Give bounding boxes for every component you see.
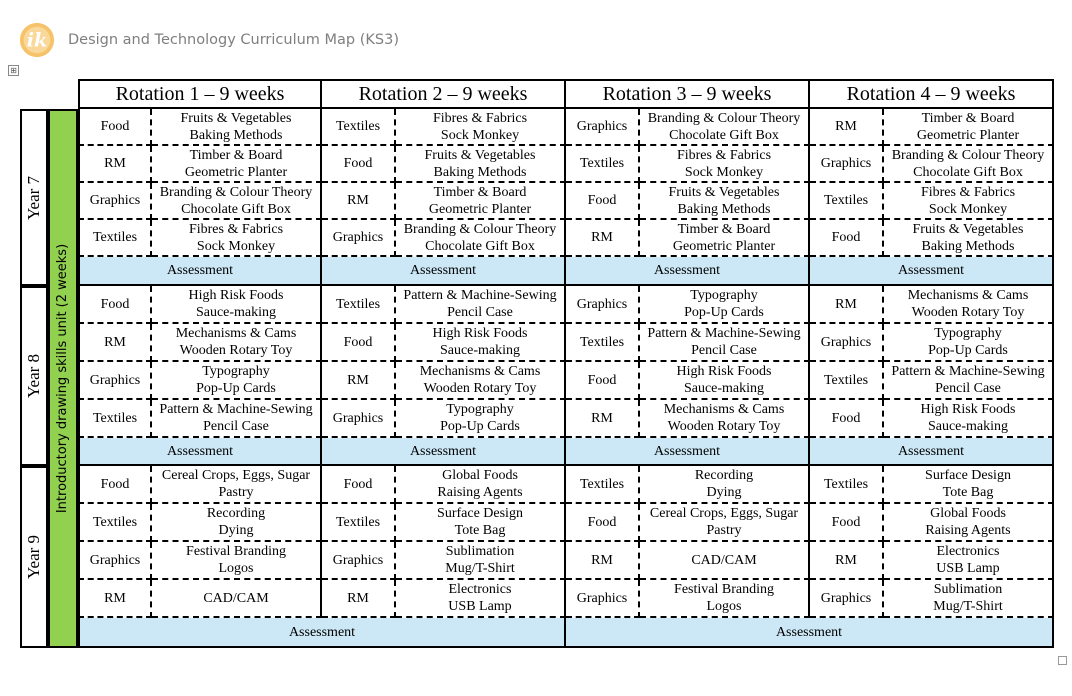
activity-cell bbox=[884, 466, 1054, 504]
activity-cell bbox=[640, 542, 810, 580]
document-title: Design and Technology Curriculum Map (KS3) bbox=[68, 32, 399, 48]
subject-cell bbox=[322, 146, 396, 183]
activity-project: Sock Monkey bbox=[684, 164, 764, 180]
activity-topic: Sublimation bbox=[933, 582, 1003, 597]
year-label-cell bbox=[20, 466, 48, 648]
activity-topic: Surface Design bbox=[925, 468, 1011, 483]
subject-cell bbox=[78, 400, 152, 438]
subject-cell bbox=[78, 146, 152, 183]
subject-label: Graphics bbox=[332, 552, 384, 568]
activity-project: Pencil Case bbox=[935, 381, 1001, 396]
assessment-cell bbox=[78, 618, 566, 648]
activity-project: Chocolate Gift Box bbox=[913, 164, 1023, 180]
activity-topic: High Risk Foods bbox=[188, 288, 284, 303]
rotation-header-label: Rotation 2 – 9 weeks bbox=[358, 82, 528, 105]
subject-cell bbox=[810, 109, 884, 146]
subject-label: Food bbox=[343, 156, 373, 171]
subject-cell bbox=[322, 109, 396, 146]
subject-cell bbox=[78, 542, 152, 580]
activity-cell bbox=[640, 466, 810, 504]
subject-cell bbox=[810, 286, 884, 324]
assessment-label: Assessment bbox=[166, 443, 234, 459]
subject-cell bbox=[566, 183, 640, 220]
assessment-cell bbox=[322, 438, 566, 466]
subject-label: Graphics bbox=[820, 590, 872, 606]
activity-cell bbox=[640, 504, 810, 542]
subject-label: Textiles bbox=[823, 476, 869, 492]
activity-cell bbox=[640, 183, 810, 220]
activity-cell bbox=[640, 109, 810, 146]
activity-topic: Pattern & Machine-Sewing bbox=[891, 364, 1045, 379]
subject-label: Textiles bbox=[335, 296, 381, 312]
rotation-header-label: Rotation 3 – 9 weeks bbox=[602, 82, 772, 105]
subject-cell bbox=[78, 286, 152, 324]
subject-cell bbox=[78, 324, 152, 362]
activity-topic: Branding & Colour Theory bbox=[403, 221, 557, 237]
activity-project: Baking Methods bbox=[433, 164, 527, 180]
activity-project: Tote Bag bbox=[454, 523, 506, 538]
activity-cell bbox=[152, 324, 322, 362]
activity-project: Wooden Rotary Toy bbox=[179, 343, 293, 358]
activity-project: Geometric Planter bbox=[184, 164, 288, 180]
subject-label: Textiles bbox=[92, 410, 138, 426]
activity-cell bbox=[640, 220, 810, 257]
activity-project: Chocolate Gift Box bbox=[669, 127, 779, 143]
subject-label: Food bbox=[831, 230, 861, 245]
subject-cell bbox=[566, 324, 640, 362]
activity-cell bbox=[884, 580, 1054, 618]
activity-topic: Fruits & Vegetables bbox=[180, 110, 292, 126]
rotation-header bbox=[322, 79, 566, 109]
activity-cell bbox=[152, 109, 322, 146]
subject-cell bbox=[566, 146, 640, 183]
activity-cell bbox=[396, 504, 566, 542]
activity-cell bbox=[396, 580, 566, 618]
activity-topic: Branding & Colour Theory bbox=[647, 110, 801, 126]
subject-label: RM bbox=[835, 296, 857, 312]
curriculum-table bbox=[20, 79, 1057, 656]
assessment-cell bbox=[78, 438, 322, 466]
activity-project: Sauce-making bbox=[683, 381, 765, 396]
assessment-label: Assessment bbox=[775, 624, 843, 640]
subject-cell bbox=[322, 183, 396, 220]
activity-project: Dying bbox=[218, 523, 254, 538]
subject-cell bbox=[810, 504, 884, 542]
activity-project: USB Lamp bbox=[448, 599, 512, 614]
subject-label: Textiles bbox=[579, 156, 625, 171]
activity-cell bbox=[884, 286, 1054, 324]
activity-cell bbox=[640, 580, 810, 618]
activity-topic: Branding & Colour Theory bbox=[891, 147, 1045, 163]
assessment-cell bbox=[810, 438, 1054, 466]
subject-cell bbox=[566, 580, 640, 618]
activity-topic: Fruits & Vegetables bbox=[668, 184, 780, 200]
activity-cell bbox=[152, 542, 322, 580]
activity-project: Wooden Rotary Toy bbox=[423, 381, 537, 396]
activity-project: Baking Methods bbox=[921, 238, 1015, 254]
assessment-label: Assessment bbox=[653, 443, 721, 459]
subject-cell bbox=[566, 504, 640, 542]
activity-topic: Pattern & Machine-Sewing bbox=[647, 326, 801, 341]
subject-label: RM bbox=[347, 590, 369, 606]
activity-cell bbox=[640, 362, 810, 400]
activity-cell bbox=[396, 183, 566, 220]
subject-label: Graphics bbox=[820, 334, 872, 350]
activity-project: Wooden Rotary Toy bbox=[911, 305, 1025, 320]
subject-label: Food bbox=[100, 296, 130, 312]
subject-label: Food bbox=[831, 410, 861, 426]
logo-text: ik bbox=[26, 29, 48, 52]
activity-cell bbox=[152, 504, 322, 542]
activity-cell bbox=[884, 324, 1054, 362]
activity-project: Wooden Rotary Toy bbox=[667, 419, 781, 434]
subject-label: RM bbox=[591, 230, 613, 245]
activity-project: Tote Bag bbox=[942, 485, 994, 500]
activity-topic: Cereal Crops, Eggs, Sugar bbox=[649, 506, 799, 521]
subject-cell bbox=[322, 542, 396, 580]
subject-label: Textiles bbox=[823, 372, 869, 388]
subject-label: RM bbox=[104, 156, 126, 171]
activity-topic: Fibres & Fabrics bbox=[920, 184, 1016, 200]
activity-project: Pencil Case bbox=[203, 419, 269, 434]
subject-cell bbox=[322, 466, 396, 504]
subject-label: Textiles bbox=[92, 230, 138, 245]
activity-topic: Cereal Crops, Eggs, Sugar bbox=[161, 468, 311, 483]
activity-project: Baking Methods bbox=[677, 201, 771, 217]
activity-cell bbox=[640, 146, 810, 183]
activity-project: Raising Agents bbox=[437, 485, 523, 500]
activity-cell bbox=[884, 109, 1054, 146]
assessment-label: Assessment bbox=[897, 263, 965, 278]
intro-unit-label: Introductory drawing skills unit (2 weeks) bbox=[55, 243, 71, 514]
activity-cell bbox=[884, 183, 1054, 220]
subject-cell bbox=[78, 220, 152, 257]
activity-project: Sock Monkey bbox=[928, 201, 1008, 217]
activity-cell bbox=[152, 220, 322, 257]
activity-cell bbox=[396, 286, 566, 324]
subject-cell bbox=[78, 109, 152, 146]
activity-topic: Typography bbox=[202, 364, 270, 379]
rotation-header-label: Rotation 4 – 9 weeks bbox=[846, 82, 1016, 105]
activity-topic: Festival Branding bbox=[186, 544, 286, 559]
activity-topic: Festival Branding bbox=[674, 582, 774, 597]
subject-label: Food bbox=[100, 476, 130, 492]
activity-project: Raising Agents bbox=[925, 523, 1011, 538]
subject-cell bbox=[810, 324, 884, 362]
table-move-handle[interactable]: ⊞ bbox=[8, 65, 19, 76]
year-label: Year 9 bbox=[24, 534, 44, 580]
subject-cell bbox=[322, 220, 396, 257]
subject-cell bbox=[322, 400, 396, 438]
activity-topic: Surface Design bbox=[437, 506, 523, 521]
subject-cell bbox=[78, 362, 152, 400]
subject-label: Graphics bbox=[332, 410, 384, 426]
subject-cell bbox=[566, 286, 640, 324]
subject-label: RM bbox=[591, 410, 613, 426]
subject-label: Textiles bbox=[579, 334, 625, 350]
activity-topic: Global Foods bbox=[442, 468, 518, 483]
activity-topic: Global Foods bbox=[930, 506, 1006, 521]
activity-project: Sauce-making bbox=[195, 305, 277, 320]
activity-project: Dying bbox=[706, 485, 742, 500]
subject-label: Food bbox=[831, 514, 861, 530]
assessment-cell bbox=[566, 257, 810, 286]
activity-topic: Fibres & Fabrics bbox=[188, 221, 284, 237]
assessment-label: Assessment bbox=[409, 443, 477, 459]
subject-label: Graphics bbox=[576, 296, 628, 312]
activity-project: Pastry bbox=[218, 485, 254, 500]
activity-topic: Sublimation bbox=[445, 544, 515, 559]
activity-cell bbox=[640, 286, 810, 324]
assessment-cell bbox=[810, 257, 1054, 286]
subject-cell bbox=[810, 362, 884, 400]
activity-cell bbox=[396, 542, 566, 580]
assessment-cell bbox=[322, 257, 566, 286]
activity-project: Sock Monkey bbox=[196, 238, 276, 254]
subject-label: Food bbox=[587, 514, 617, 530]
subject-cell bbox=[566, 109, 640, 146]
activity-topic: Timber & Board bbox=[433, 184, 527, 200]
subject-label: RM bbox=[347, 372, 369, 388]
subject-cell bbox=[322, 580, 396, 618]
activity-topic: Electronics bbox=[936, 544, 1000, 559]
activity-cell bbox=[396, 362, 566, 400]
activity-project: Pop-Up Cards bbox=[928, 343, 1008, 358]
activity-topic: Mechanisms & Cams bbox=[175, 326, 297, 341]
assessment-cell bbox=[78, 257, 322, 286]
activity-topic: Pattern & Machine-Sewing bbox=[403, 288, 557, 303]
activity-topic: Typography bbox=[446, 402, 514, 417]
activity-project: Pop-Up Cards bbox=[440, 419, 520, 434]
activity-topic: Timber & Board bbox=[921, 110, 1015, 126]
activity-cell bbox=[152, 580, 322, 618]
school-logo-icon bbox=[18, 21, 56, 59]
activity-topic: Branding & Colour Theory bbox=[159, 184, 313, 200]
activity-topic: Mechanisms & Cams bbox=[907, 288, 1029, 303]
subject-cell bbox=[810, 400, 884, 438]
activity-cell bbox=[396, 400, 566, 438]
subject-cell bbox=[78, 183, 152, 220]
subject-label: Textiles bbox=[823, 193, 869, 208]
subject-cell bbox=[810, 580, 884, 618]
activity-project: Mug/T-Shirt bbox=[933, 599, 1003, 614]
assessment-cell bbox=[566, 438, 810, 466]
subject-cell bbox=[810, 183, 884, 220]
activity-project: Sauce-making bbox=[927, 419, 1009, 434]
activity-topic: High Risk Foods bbox=[920, 402, 1016, 417]
activity-cell bbox=[884, 220, 1054, 257]
activity-cell bbox=[640, 400, 810, 438]
year-label: Year 7 bbox=[24, 175, 44, 220]
assessment-label: Assessment bbox=[166, 263, 234, 278]
rotation-header bbox=[810, 79, 1054, 109]
activity-project: Pencil Case bbox=[691, 343, 757, 358]
activity-cell bbox=[396, 220, 566, 257]
subject-label: Textiles bbox=[335, 119, 381, 134]
assessment-label: Assessment bbox=[288, 624, 356, 640]
activity-topic: Fruits & Vegetables bbox=[424, 147, 536, 163]
subject-label: Textiles bbox=[335, 514, 381, 530]
activity-cell bbox=[152, 183, 322, 220]
document-header bbox=[18, 20, 399, 60]
activity-project: Logos bbox=[706, 599, 742, 614]
activity-topic: Timber & Board bbox=[677, 221, 771, 237]
assessment-cell bbox=[566, 618, 1054, 648]
subject-cell bbox=[322, 286, 396, 324]
subject-label: Food bbox=[100, 119, 130, 134]
subject-cell bbox=[78, 466, 152, 504]
subject-cell bbox=[566, 400, 640, 438]
activity-topic: Fibres & Fabrics bbox=[676, 147, 772, 163]
rotation-header bbox=[78, 79, 322, 109]
activity-cell bbox=[152, 362, 322, 400]
subject-cell bbox=[810, 542, 884, 580]
subject-cell bbox=[78, 504, 152, 542]
subject-label: RM bbox=[347, 193, 369, 208]
activity-topic: Pattern & Machine-Sewing bbox=[159, 402, 313, 417]
activity-cell bbox=[640, 324, 810, 362]
activity-cell bbox=[884, 146, 1054, 183]
subject-cell bbox=[810, 146, 884, 183]
activity-project: Geometric Planter bbox=[428, 201, 532, 217]
activity-cell bbox=[884, 362, 1054, 400]
activity-cell bbox=[884, 400, 1054, 438]
subject-cell bbox=[78, 580, 152, 618]
activity-project: Sock Monkey bbox=[440, 127, 520, 143]
activity-topic: CAD/CAM bbox=[203, 590, 269, 606]
subject-label: Graphics bbox=[576, 119, 628, 134]
activity-cell bbox=[396, 466, 566, 504]
activity-project: Sauce-making bbox=[439, 343, 521, 358]
activity-topic: Recording bbox=[206, 506, 266, 521]
activity-cell bbox=[884, 542, 1054, 580]
activity-topic: High Risk Foods bbox=[676, 364, 772, 379]
subject-label: Food bbox=[587, 372, 617, 388]
subject-label: Food bbox=[343, 476, 373, 492]
activity-topic: High Risk Foods bbox=[432, 326, 528, 341]
subject-cell bbox=[566, 542, 640, 580]
year-label: Year 8 bbox=[24, 353, 44, 399]
activity-cell bbox=[152, 286, 322, 324]
activity-project: Pastry bbox=[706, 523, 742, 538]
activity-cell bbox=[152, 146, 322, 183]
activity-cell bbox=[396, 109, 566, 146]
year-label-cell bbox=[20, 109, 48, 286]
subject-cell bbox=[566, 362, 640, 400]
activity-project: Pop-Up Cards bbox=[196, 381, 276, 396]
activity-project: Geometric Planter bbox=[916, 127, 1020, 143]
intro-unit-column bbox=[48, 109, 78, 648]
subject-label: Graphics bbox=[820, 156, 872, 171]
subject-label: RM bbox=[835, 119, 857, 134]
activity-cell bbox=[152, 400, 322, 438]
subject-cell bbox=[810, 220, 884, 257]
subject-label: Textiles bbox=[92, 514, 138, 530]
subject-cell bbox=[566, 220, 640, 257]
activity-topic: Electronics bbox=[448, 582, 512, 597]
rotation-header-label: Rotation 1 – 9 weeks bbox=[115, 82, 285, 105]
activity-cell bbox=[396, 146, 566, 183]
year-label-cell bbox=[20, 286, 48, 466]
activity-project: Logos bbox=[218, 561, 254, 576]
assessment-label: Assessment bbox=[409, 263, 477, 278]
activity-project: USB Lamp bbox=[936, 561, 1000, 576]
activity-cell bbox=[396, 324, 566, 362]
activity-project: Pop-Up Cards bbox=[684, 305, 764, 320]
activity-project: Mug/T-Shirt bbox=[445, 561, 515, 576]
subject-label: Graphics bbox=[89, 372, 141, 388]
subject-label: RM bbox=[104, 334, 126, 350]
activity-project: Baking Methods bbox=[189, 127, 283, 143]
subject-label: RM bbox=[104, 590, 126, 606]
subject-label: Food bbox=[587, 193, 617, 208]
subject-label: Textiles bbox=[579, 476, 625, 492]
rotation-header bbox=[566, 79, 810, 109]
activity-cell bbox=[152, 466, 322, 504]
activity-topic: Mechanisms & Cams bbox=[663, 402, 785, 417]
activity-topic: Fruits & Vegetables bbox=[912, 221, 1024, 237]
assessment-label: Assessment bbox=[897, 443, 965, 459]
activity-cell bbox=[884, 504, 1054, 542]
subject-label: RM bbox=[835, 552, 857, 568]
activity-topic: Recording bbox=[694, 468, 754, 483]
activity-topic: CAD/CAM bbox=[691, 552, 757, 568]
subject-label: RM bbox=[591, 552, 613, 568]
subject-cell bbox=[322, 324, 396, 362]
subject-label: Graphics bbox=[576, 590, 628, 606]
subject-cell bbox=[322, 362, 396, 400]
activity-project: Pencil Case bbox=[447, 305, 513, 320]
subject-cell bbox=[810, 466, 884, 504]
activity-topic: Fibres & Fabrics bbox=[432, 110, 528, 126]
activity-project: Chocolate Gift Box bbox=[425, 238, 535, 254]
activity-topic: Timber & Board bbox=[189, 147, 283, 163]
subject-label: Food bbox=[343, 334, 373, 350]
activity-project: Geometric Planter bbox=[672, 238, 776, 254]
subject-cell bbox=[322, 504, 396, 542]
subject-cell bbox=[566, 466, 640, 504]
activity-topic: Mechanisms & Cams bbox=[419, 364, 541, 379]
activity-topic: Typography bbox=[934, 326, 1002, 341]
subject-label: Graphics bbox=[89, 552, 141, 568]
activity-project: Chocolate Gift Box bbox=[181, 201, 291, 217]
table-resize-handle[interactable] bbox=[1058, 656, 1067, 665]
assessment-label: Assessment bbox=[653, 263, 721, 278]
subject-label: Graphics bbox=[89, 193, 141, 208]
subject-label: Graphics bbox=[332, 230, 384, 245]
activity-topic: Typography bbox=[690, 288, 758, 303]
